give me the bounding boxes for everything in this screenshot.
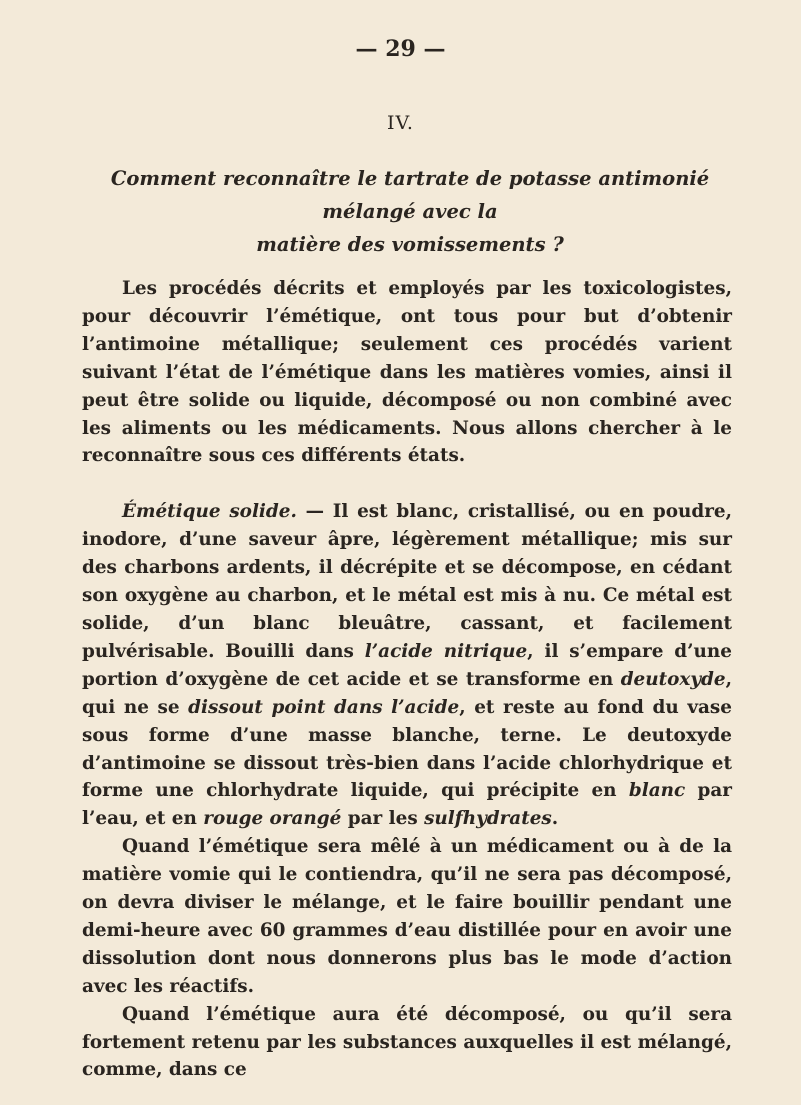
term-sulfhydrates: sulfhydrates <box>424 808 552 830</box>
term-emetique-solide: Émétique solide. <box>122 501 297 523</box>
term-deutoxyde: deutoxyde <box>620 668 726 690</box>
body-text <box>82 275 732 1084</box>
paragraph-text: , qui ne se <box>82 668 732 718</box>
paragraph-4 <box>82 1001 732 1085</box>
term-acide-nitrique: l’acide nitrique <box>364 640 528 662</box>
paragraph-text: . <box>551 808 559 830</box>
paragraph-3 <box>82 833 732 1000</box>
paragraph-text: — Il est blanc, cristallisé, ou en poudre, inodore, d’une saveur âpre, légèrement métallique; mis sur des charbons ardents, il décrépite et se décompose, en cédant son oxygène au charbon, et le métal est mis à nu. Ce métal est solide, d’un blanc bleuâtre, cassant, et facilement pulvérisable. Bouilli dans <box>82 501 732 662</box>
paragraph-text: Quand l’émétique sera mêlé à un médicament ou à de la matière vomie qui le contiendra, qu’il ne sera pas décomposé, on devra diviser le mélange, et le faire bouillir pendant une demi-heure avec 60 grammes d’eau distillée pour en avoir une dissolution dont nous donnerons plus bas le mode d’action avec les réactifs. <box>82 836 732 997</box>
paragraph-text: par les <box>341 808 425 830</box>
section-title <box>90 162 730 261</box>
term-rouge-orange: rouge orangé <box>203 808 342 830</box>
paragraph-text: , et reste au fond du vase sous forme d’une masse blanche, terne. Le deutoxyde d’antimoine se dissout très-bien dans l’acide chlorhydrique et forme une chlorhydrate liquide, qui précipite en <box>82 696 732 802</box>
title-line-1: Comment reconnaître le tartrate de potasse antimonié mélangé avec la <box>110 167 710 223</box>
paragraph-text: par l’eau, et en <box>82 780 732 830</box>
paragraph-1 <box>82 275 732 470</box>
title-line-2: matière des vomissements ? <box>256 233 564 256</box>
term-blanc: blanc <box>628 780 686 802</box>
paragraph-text: Les procédés décrits et employés par les toxicologistes, pour découvrir l’émétique, ont tous pour but d’obtenir l’antimoine métallique; seulement ces procédés varient suivant l’état de l’émétique dans les matières vomies, ainsi il peut être solide ou liquide, décomposé ou non combiné avec les aliments ou les médicaments. Nous allons chercher à le reconnaître sous ces différents états. <box>82 278 732 467</box>
section-number: IV. <box>387 112 414 134</box>
paragraph-text: Quand l’émétique aura été décomposé, ou qu’il sera fortement retenu par les substances auxquelles il est mélangé, comme, dans ce <box>82 1003 732 1081</box>
page-number: — 29 — <box>355 36 446 62</box>
paragraph-2 <box>82 498 732 833</box>
term-dissout: dissout point dans l’acide <box>188 696 460 718</box>
paragraph-text: , il s’empare d’une portion d’oxygène de cet acide et se transforme en <box>82 640 732 690</box>
